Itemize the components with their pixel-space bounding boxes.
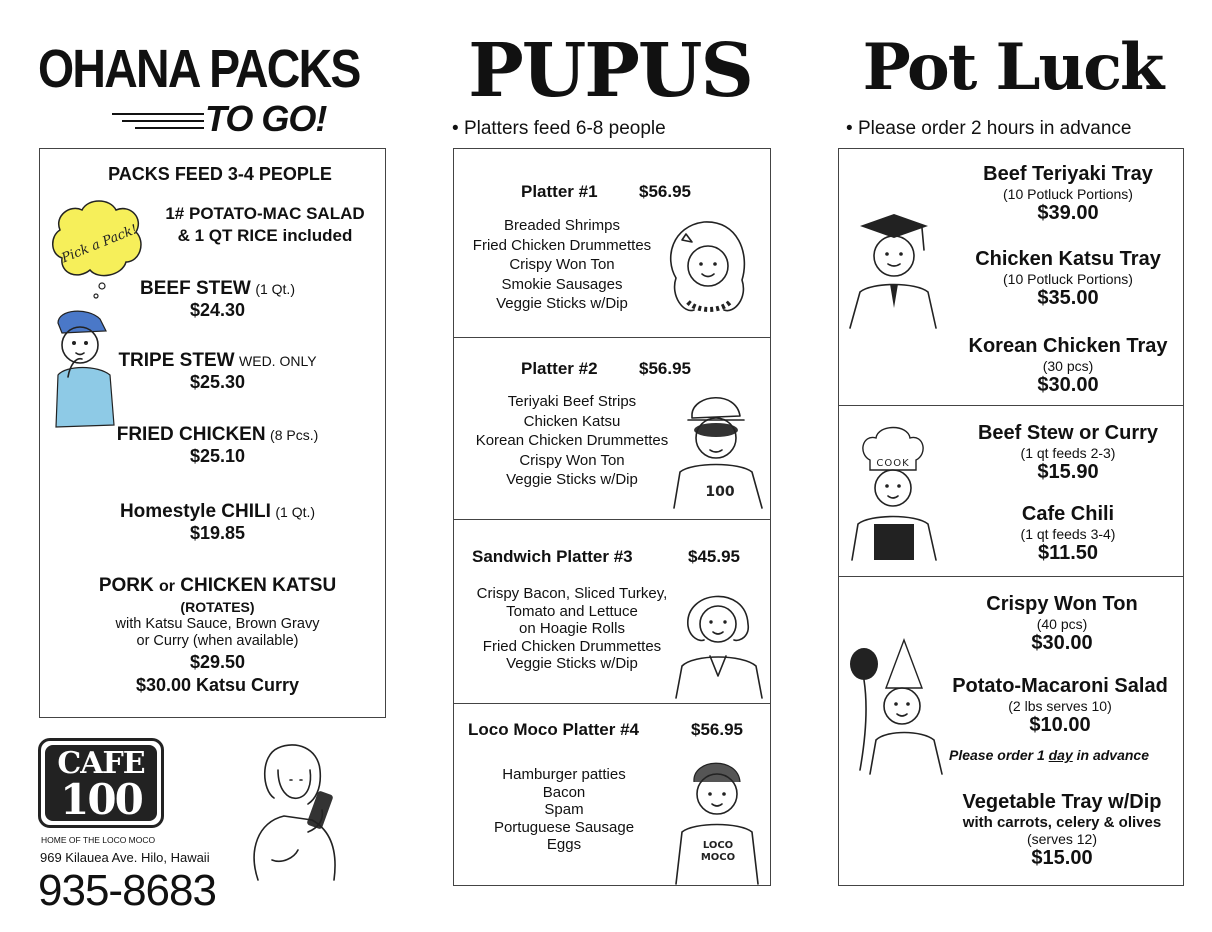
tray-name: Potato-Macaroni Salad bbox=[952, 675, 1168, 697]
divider bbox=[453, 703, 771, 704]
potluck-cafe-chili bbox=[950, 503, 1186, 565]
ohana-packs-title: OHANA PACKS bbox=[38, 39, 360, 99]
tray-sub: (10 Potluck Portions) bbox=[1003, 186, 1133, 202]
potluck-note-text: Please order 2 hours in advance bbox=[857, 118, 1132, 139]
loco-moco-kid-illustration bbox=[672, 756, 762, 886]
item-note: (1 Qt.) bbox=[275, 504, 316, 520]
speed-line bbox=[112, 113, 204, 115]
tray-price: $10.00 bbox=[1029, 714, 1091, 736]
platter-1-price: $56.95 bbox=[639, 182, 691, 201]
ohana-item-beef-stew bbox=[40, 278, 395, 321]
item-price: $24.30 bbox=[189, 300, 246, 320]
list-item: Hamburger patties bbox=[502, 766, 626, 783]
tray-name: Vegetable Tray w/Dip bbox=[962, 791, 1162, 813]
platter-1-items bbox=[462, 216, 662, 314]
potluck-title: Pot Luck bbox=[862, 30, 1163, 105]
included-line-2: & 1 QT RICE included bbox=[177, 226, 353, 245]
list-item: Crispy Won Ton bbox=[509, 256, 615, 273]
tray-sub: (1 qt feeds 2-3) bbox=[1020, 445, 1116, 461]
list-item: Veggie Sticks w/Dip bbox=[506, 655, 638, 672]
advance-post: in advance bbox=[1072, 747, 1150, 763]
baseball-kid-illustration bbox=[668, 390, 768, 510]
address: 969 Kilauea Ave. Hilo, Hawaii bbox=[40, 850, 210, 865]
cafe-100-logo bbox=[38, 738, 164, 828]
item-name: FRIED CHICKEN bbox=[116, 424, 266, 445]
tray-sub: (30 pcs) bbox=[1042, 358, 1094, 374]
list-item: Portuguese Sausage bbox=[493, 818, 635, 836]
jersey-number: 100 bbox=[705, 484, 735, 500]
divider bbox=[838, 405, 1184, 406]
platter-2-items bbox=[462, 392, 682, 490]
logo-cafe: CAFE bbox=[57, 746, 145, 781]
divider bbox=[453, 337, 771, 338]
platter-3-price: $45.95 bbox=[688, 547, 740, 566]
shirt-text-loco: LOCO bbox=[702, 840, 734, 851]
advance-order-note bbox=[949, 747, 1149, 763]
list-item: Korean Chicken Drummettes bbox=[475, 432, 669, 449]
logo-tagline: HOME OF THE LOCO MOCO bbox=[41, 835, 156, 845]
item-note: (1 Qt.) bbox=[255, 281, 295, 297]
shirt-text-moco: MOCO bbox=[700, 852, 736, 863]
item-price: $25.10 bbox=[189, 446, 246, 466]
pupus-title: PUPUS bbox=[468, 28, 752, 114]
cook-hat-text: COOK bbox=[876, 458, 910, 469]
item-name: TRIPE STEW bbox=[118, 350, 235, 371]
tray-price: $39.00 bbox=[1037, 202, 1099, 224]
katsu-or: or bbox=[159, 578, 176, 595]
tray-price: $15.90 bbox=[1037, 461, 1099, 483]
tray-name: Beef Teriyaki Tray bbox=[983, 163, 1153, 185]
platter-3-name: Sandwich Platter #3 bbox=[472, 547, 633, 566]
list-item: on Hoagie Rolls bbox=[519, 620, 625, 637]
katsu-desc-1: with Katsu Sauce, Brown Gravy bbox=[115, 616, 320, 632]
tray-name: Cafe Chili bbox=[1021, 503, 1115, 525]
logo-100: 100 bbox=[60, 775, 142, 824]
included-line-1: 1# POTATO-MAC SALAD bbox=[165, 204, 365, 223]
list-item: Breaded Shrimps bbox=[504, 217, 620, 234]
potluck-vegetable-tray bbox=[944, 791, 1180, 870]
list-item: Veggie Sticks w/Dip bbox=[506, 471, 638, 488]
tray-desc: with carrots, celery & olives bbox=[962, 814, 1162, 831]
item-price: $19.85 bbox=[189, 523, 246, 543]
party-kid-illustration bbox=[846, 636, 946, 776]
list-item: Veggie Sticks w/Dip bbox=[496, 295, 628, 312]
item-note: WED. ONLY bbox=[239, 353, 317, 369]
tray-price: $30.00 bbox=[1037, 374, 1099, 396]
list-item: Tomato and Lettuce bbox=[506, 602, 638, 620]
woman-illustration bbox=[676, 580, 766, 700]
graduate-illustration bbox=[846, 208, 936, 338]
item-price: $25.30 bbox=[189, 372, 246, 392]
item-name: Homestyle CHILI bbox=[119, 501, 271, 522]
item-name: BEEF STEW bbox=[140, 278, 251, 299]
tray-name: Chicken Katsu Tray bbox=[975, 248, 1161, 270]
katsu-curry-price: $30.00 Katsu Curry bbox=[135, 675, 300, 695]
speed-line bbox=[122, 120, 204, 122]
list-item: Spam bbox=[544, 801, 584, 818]
included-note bbox=[120, 203, 410, 247]
tray-sub: (40 pcs) bbox=[1036, 616, 1088, 632]
advance-pre: Please order 1 bbox=[949, 747, 1049, 763]
potluck-note: • Please order 2 hours in advance bbox=[846, 118, 1132, 139]
potluck-crispy-won-ton bbox=[944, 593, 1180, 655]
ohana-item-fried-chicken bbox=[40, 424, 395, 467]
to-go-subtitle: TO GO! bbox=[205, 98, 327, 139]
tray-name: Crispy Won Ton bbox=[986, 593, 1138, 615]
ohana-item-tripe-stew bbox=[40, 350, 395, 393]
potluck-beef-stew-curry bbox=[950, 422, 1186, 484]
list-item: Bacon bbox=[542, 783, 586, 801]
tray-price: $35.00 bbox=[1037, 287, 1099, 309]
packs-feed-header: PACKS FEED 3-4 PEOPLE bbox=[108, 164, 332, 184]
ohana-item-katsu bbox=[40, 575, 395, 696]
pupus-note-text: Platters feed 6-8 people bbox=[463, 118, 666, 139]
tray-price: $15.00 bbox=[1031, 847, 1093, 869]
katsu-price: $29.50 bbox=[189, 652, 246, 672]
ohana-item-chili bbox=[40, 501, 395, 544]
tray-sub: (10 Potluck Portions) bbox=[1003, 271, 1133, 287]
pupus-note: • Platters feed 6-8 people bbox=[452, 118, 666, 139]
list-item: Eggs bbox=[546, 836, 582, 853]
divider bbox=[453, 519, 771, 520]
speed-line bbox=[135, 127, 204, 129]
potluck-tray-korean-chicken bbox=[950, 335, 1186, 397]
platter-1-name: Platter #1 bbox=[521, 182, 598, 201]
list-item: Crispy Won Ton bbox=[519, 451, 625, 469]
platter-2-price: $56.95 bbox=[639, 359, 691, 378]
divider bbox=[838, 576, 1184, 577]
tray-sub: (1 qt feeds 3-4) bbox=[1020, 526, 1116, 542]
tray-name: Beef Stew or Curry bbox=[977, 422, 1159, 444]
list-item: Crispy Bacon, Sliced Turkey, bbox=[476, 585, 668, 602]
tray-sub: (2 lbs serves 10) bbox=[1008, 698, 1112, 714]
list-item: Chicken Katsu bbox=[523, 412, 621, 430]
platter-3-items bbox=[462, 585, 682, 673]
item-note: (8 Pcs.) bbox=[270, 427, 319, 443]
potluck-tray-chicken-katsu bbox=[950, 248, 1186, 310]
list-item: Fried Chicken Drummettes bbox=[482, 637, 662, 655]
platter-4-name: Loco Moco Platter #4 bbox=[468, 720, 639, 739]
list-item: Teriyaki Beef Strips bbox=[507, 393, 637, 410]
cook-illustration bbox=[848, 424, 938, 564]
platter-4-price: $56.95 bbox=[691, 720, 743, 739]
katsu-desc-2: or Curry (when available) bbox=[136, 633, 299, 649]
tray-name: Korean Chicken Tray bbox=[968, 335, 1168, 357]
tray-price: $11.50 bbox=[1037, 542, 1099, 564]
phone-number: 935-8683 bbox=[38, 866, 216, 915]
platter-2-name: Platter #2 bbox=[521, 359, 598, 378]
pick-a-pack-text: Pick a Pack! bbox=[59, 222, 140, 267]
hula-girl-illustration bbox=[664, 218, 754, 328]
potluck-potato-mac-salad bbox=[940, 675, 1180, 737]
girl-on-phone-illustration bbox=[238, 740, 348, 885]
katsu-name-a: PORK bbox=[98, 575, 154, 596]
tray-price: $30.00 bbox=[1031, 632, 1093, 654]
tray-sub: (serves 12) bbox=[1026, 831, 1098, 847]
katsu-name-b: CHICKEN KATSU bbox=[180, 575, 337, 596]
list-item: Smokie Sausages bbox=[501, 275, 623, 293]
katsu-rotates: (ROTATES) bbox=[180, 599, 255, 615]
platter-4-items bbox=[464, 766, 664, 854]
list-item: Fried Chicken Drummettes bbox=[472, 236, 652, 254]
potluck-tray-beef-teriyaki bbox=[950, 163, 1186, 225]
advance-day: day bbox=[1048, 747, 1073, 763]
